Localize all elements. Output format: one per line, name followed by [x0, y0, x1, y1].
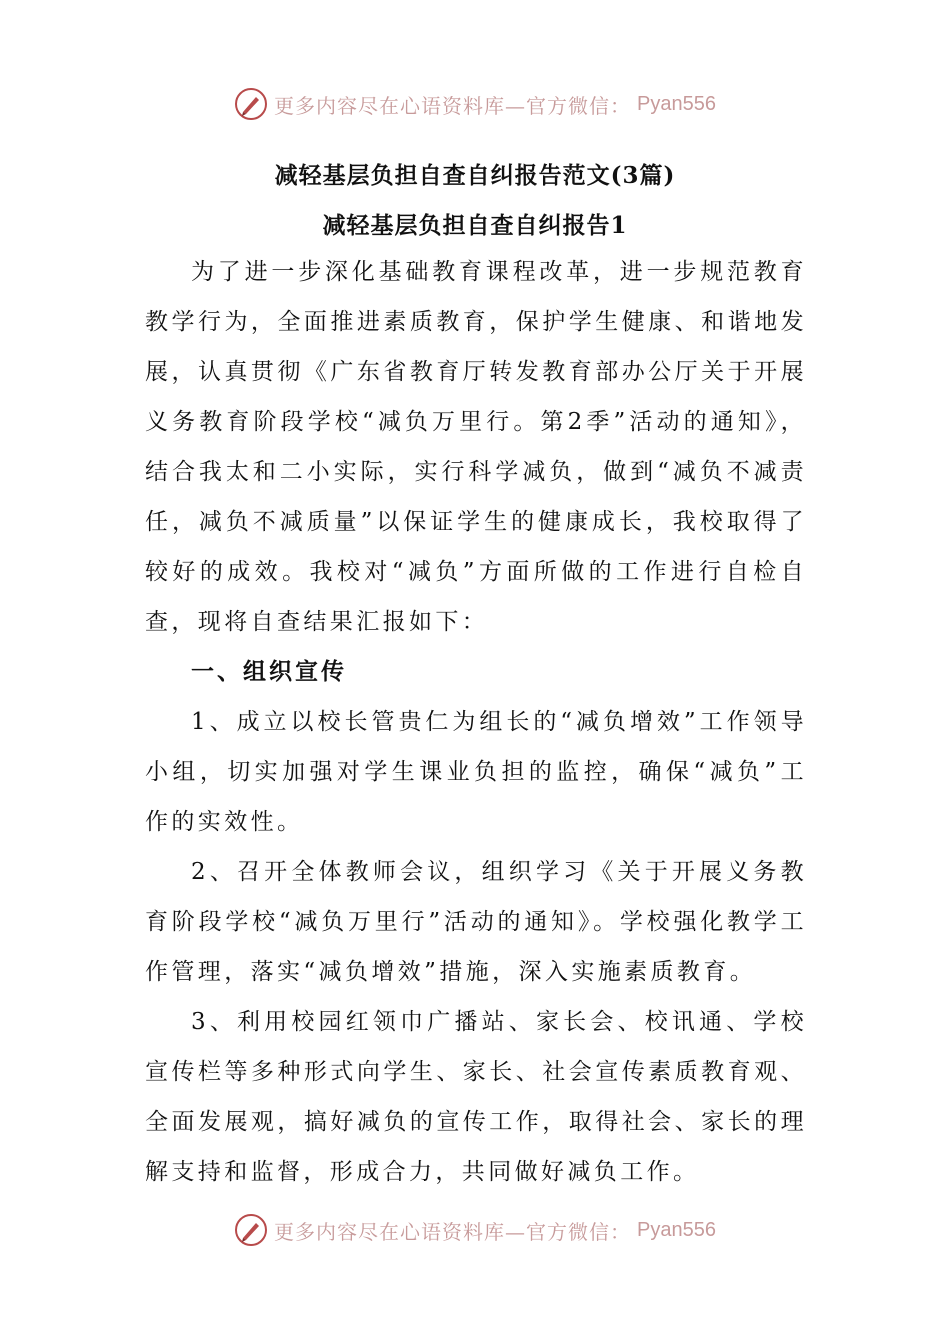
watermark-text: 更多内容尽在心语资料库—官方微信： — [274, 1219, 632, 1244]
watermark-header — [0, 84, 950, 124]
intro-paragraph: 为了进一步深化基础教育课程改革，进一步规范教育教学行为，全面推进素质教育，保护学生健康、和谐地发展，认真贯彻《广东省教育厅转发教育部办公厅关于开展义务教育阶段学校“减负万里行。第2季”活动的通知》，结合我太和二小实际，实行科学减负，做到“减负不减责任，减负不减质量”以保证学生的健康成长，我校取得了较好的成效。我校对“减负”方面所做的工作进行自检自查，现将自查结果汇报如下： — [145, 259, 807, 635]
document-title: 减轻基层负担自查自纠报告范文(3篇) — [274, 162, 676, 189]
list-item: 2、召开全体教师会议，组织学习《关于开展义务教育阶段学校“减负万里行”活动的通知》。学校强化教学工作管理，落实“减负增效”措施，深入实施素质教育。 — [145, 859, 807, 985]
watermark-wechat-id: Pyan556 — [637, 1218, 716, 1241]
pen-logo-icon — [234, 87, 268, 121]
watermark-wechat-id: Pyan556 — [637, 92, 716, 115]
watermark-text: 更多内容尽在心语资料库—官方微信： — [274, 93, 632, 118]
list-item: 3、利用校园红领巾广播站、家长会、校讯通、学校宣传栏等多种形式向学生、家长、社会宣传素质教育观、全面发展观，搞好减负的宣传工作，取得社会、家长的理解支持和监督，形成合力，共同做好减负工作。 — [145, 1009, 807, 1185]
pen-logo-icon — [234, 1213, 268, 1247]
document-body — [145, 247, 807, 1197]
list-item: 1、成立以校长管贵仁为组长的“减负增效”工作领导小组，切实加强对学生课业负担的监控，确保“减负”工作的实效性。 — [145, 709, 807, 835]
document-subtitle: 减轻基层负担自查自纠报告1 — [322, 212, 628, 239]
watermark-footer — [0, 1210, 950, 1250]
section-heading: 一、组织宣传 — [191, 658, 347, 685]
